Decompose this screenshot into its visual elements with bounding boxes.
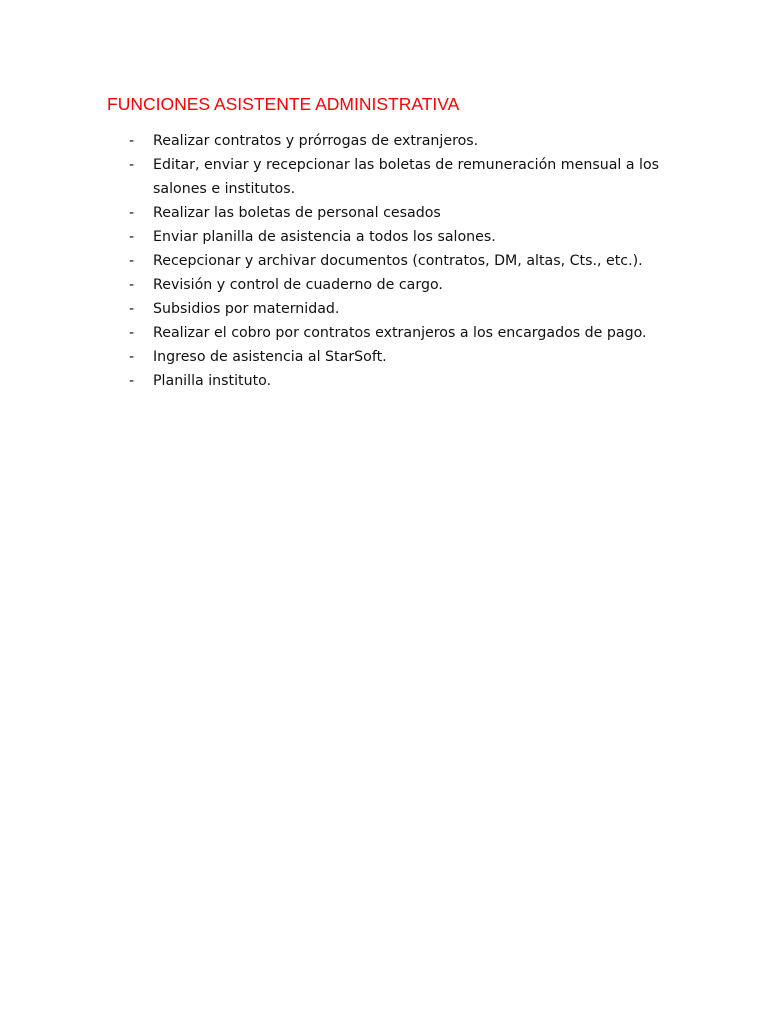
list-item-text: Realizar contratos y prórrogas de extranjeros. [153,133,479,149]
list-item-text: Revisión y control de cuaderno de cargo. [153,277,443,293]
list-item-text: Ingreso de asistencia al StarSoft. [153,349,387,365]
list-bullet: - [129,253,135,269]
list-bullet: - [129,325,135,341]
list-item [126,249,666,273]
list-bullet: - [129,205,135,221]
list-item [126,153,666,201]
list-item-text: Realizar el cobro por contratos extranjeros a los encargados de pago. [153,325,647,341]
list-item [126,201,666,225]
list-bullet: - [129,349,135,365]
list-bullet: - [129,229,135,245]
list-bullet: - [129,157,135,173]
list-bullet: - [129,301,135,317]
list-bullet: - [129,373,135,389]
list-item [126,369,666,393]
list-item-text: Recepcionar y archivar documentos (contratos, DM, altas, Cts., etc.). [153,253,643,269]
duties-list [126,129,666,393]
list-item [126,345,666,369]
list-item [126,297,666,321]
list-item [126,321,666,345]
list-item-text: Editar, enviar y recepcionar las boletas de remuneración mensual a los salones e institutos. [153,157,660,197]
list-bullet: - [129,133,135,149]
list-item-text: Planilla instituto. [153,373,272,389]
list-item [126,225,666,249]
list-item-text: Subsidios por maternidad. [153,301,340,317]
list-item [126,129,666,153]
document-title: FUNCIONES ASISTENTE ADMINISTRATIVA [107,94,460,114]
list-item-text: Enviar planilla de asistencia a todos los salones. [153,229,496,245]
list-bullet: - [129,277,135,293]
list-item [126,273,666,297]
list-item-text: Realizar las boletas de personal cesados [153,205,441,221]
